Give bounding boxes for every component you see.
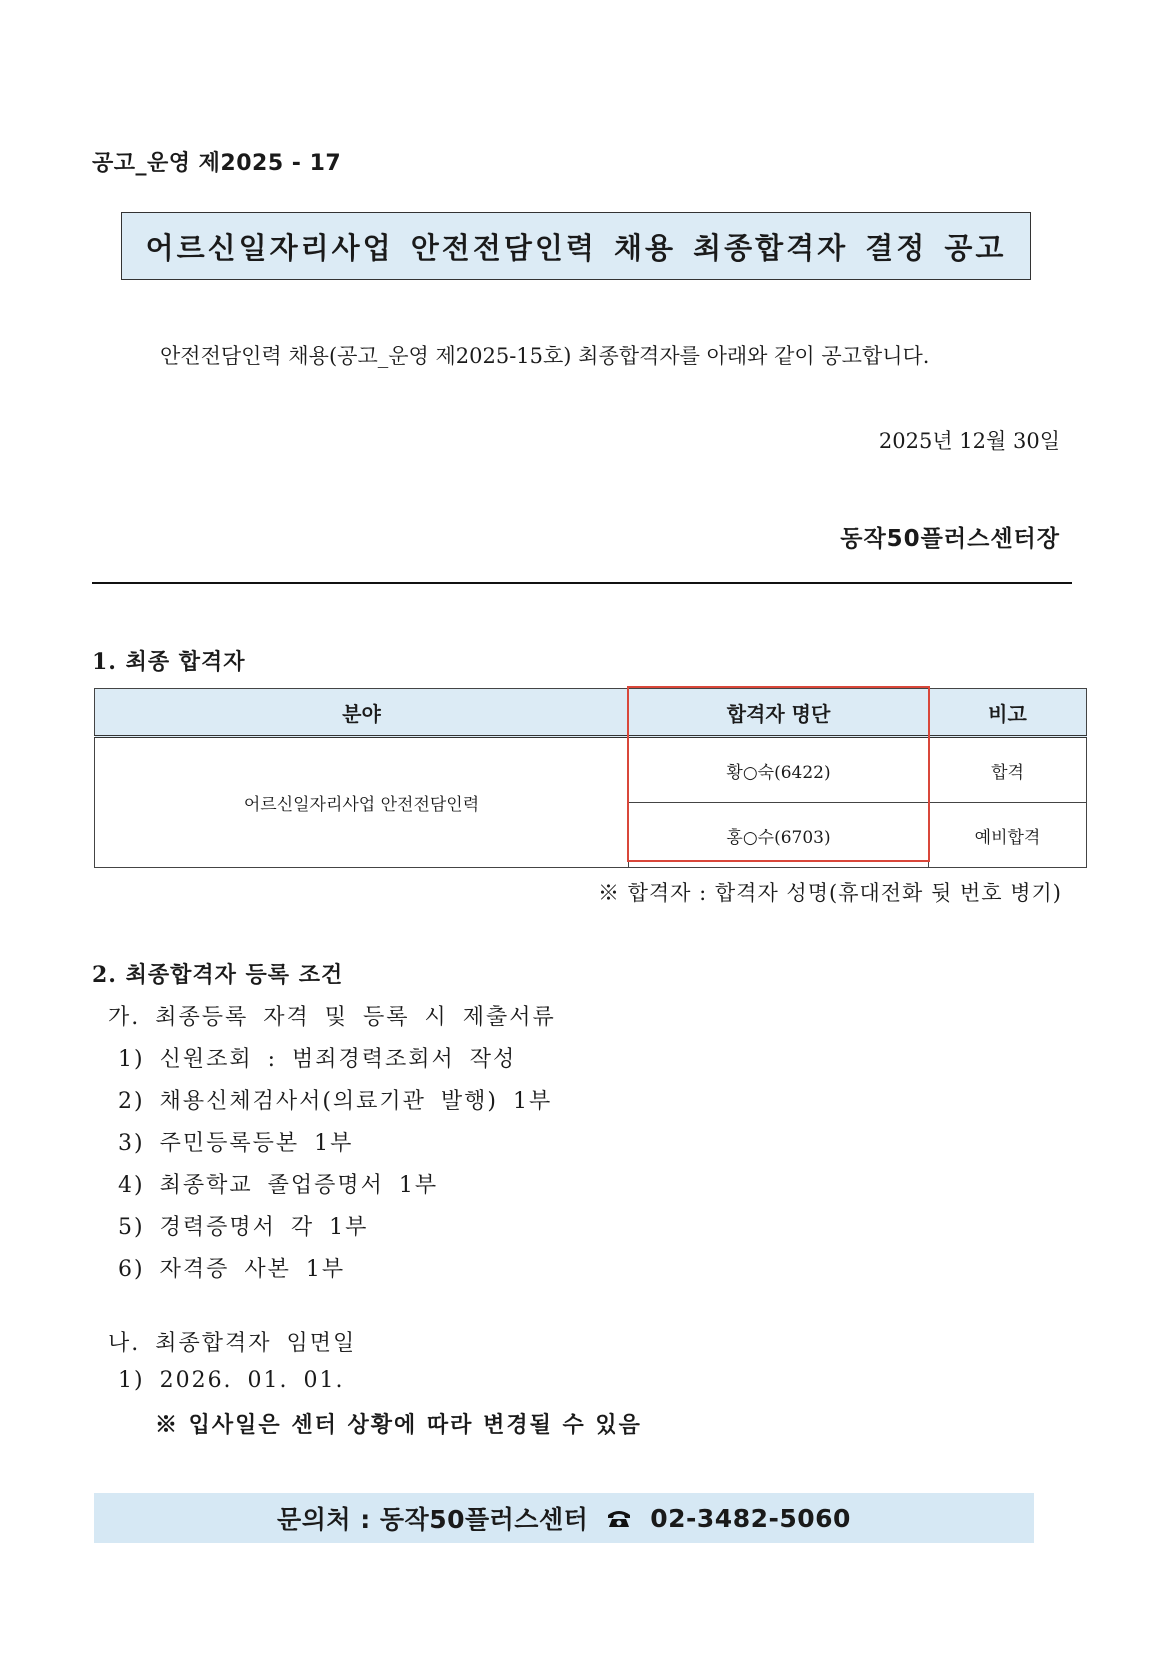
divider	[92, 582, 1072, 584]
start-date-note: ※ 입사일은 센터 상황에 따라 변경될 수 있음	[155, 1412, 642, 1438]
intro-text: 안전전담인력 채용(공고_운영 제2025-15호) 최종합격자를 아래와 같이 공고합니다.	[160, 344, 930, 368]
field-cell: 어르신일자리사업 안전전담인력	[95, 737, 629, 868]
list-item: 1) 신원조회 : 범죄경력조회서 작성	[118, 1047, 517, 1072]
announcement-date: 2025년 12월 30일	[878, 429, 1060, 453]
list-item: 5) 경력증명서 각 1부	[118, 1215, 369, 1240]
result-table	[94, 688, 1086, 861]
contact-phone: 02-3482-5060	[650, 1503, 851, 1533]
phone-icon	[606, 1508, 632, 1528]
remark-cell: 예비합격	[929, 803, 1087, 868]
header-field: 분야	[95, 689, 629, 737]
signer: 동작50플러스센터장	[840, 526, 1060, 552]
list-item: 6) 자격증 사본 1부	[118, 1257, 346, 1282]
notice-number: 공고_운영 제2025 - 17	[92, 151, 342, 176]
contact-bar	[94, 1493, 1034, 1543]
header-names: 합격자 명단	[629, 689, 929, 737]
list-item: 4) 최종학교 졸업증명서 1부	[118, 1173, 439, 1198]
sub-heading-b: 나. 최종합격자 임면일	[108, 1331, 357, 1356]
remark-cell: 합격	[929, 737, 1087, 803]
list-item: 1) 2026. 01. 01.	[118, 1368, 345, 1393]
name-cell: 황○숙(6422)	[629, 737, 929, 803]
sub-heading-a: 가. 최종등록 자격 및 등록 시 제출서류	[108, 1005, 556, 1030]
list-item: 2) 채용신체검사서(의료기관 발행) 1부	[118, 1089, 553, 1114]
table-note: ※ 합격자 : 합격자 성명(휴대전화 뒷 번호 병기)	[597, 881, 1062, 905]
table-header-row	[95, 689, 1087, 737]
section-1-heading: 1. 최종 합격자	[92, 649, 246, 675]
title-box	[121, 212, 1031, 280]
name-cell: 홍○수(6703)	[629, 803, 929, 868]
contact-label: 문의처 : 동작50플러스센터	[277, 1505, 589, 1534]
section-2-heading: 2. 최종합격자 등록 조건	[92, 962, 344, 988]
header-remark: 비고	[929, 689, 1087, 737]
list-item: 3) 주민등록등본 1부	[118, 1131, 354, 1156]
table-row	[95, 737, 1087, 803]
page-title: 어르신일자리사업 안전전담인력 채용 최종합격자 결정 공고	[145, 230, 1007, 265]
